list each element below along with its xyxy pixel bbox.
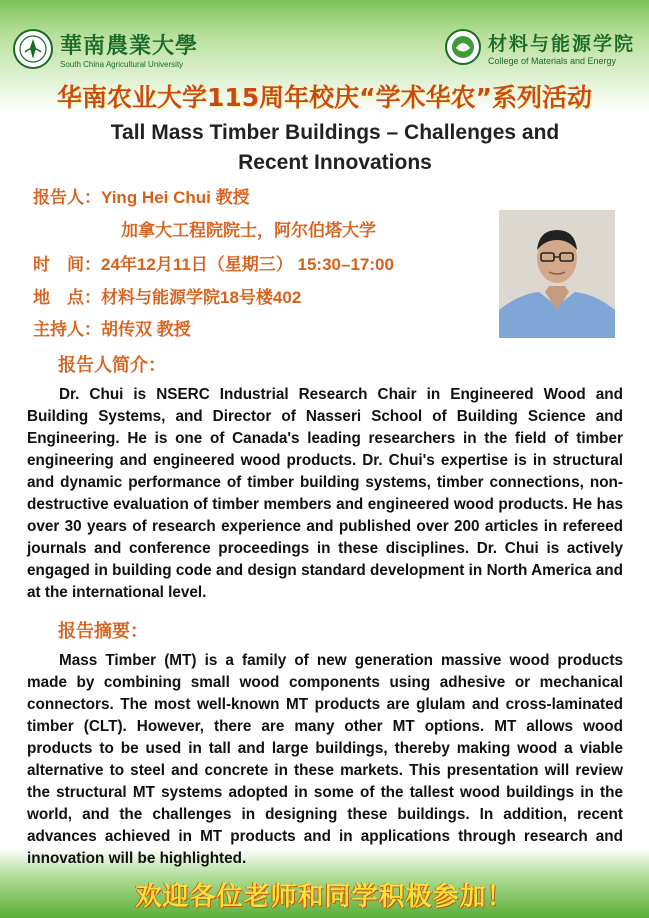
bio-heading: 报告人简介： (58, 355, 166, 376)
time-value: 24年12月11日（星期三） 15:30–17:00 (101, 255, 394, 274)
host-value: 胡传双 教授 (101, 320, 191, 339)
event-title: 华南农业大学115周年校庆“学术华农”系列活动 (56, 83, 593, 112)
talk-title (40, 118, 630, 178)
talk-title-line-2: Recent Innovations (238, 151, 432, 174)
college-name-cn: 材料与能源学院 (487, 32, 635, 55)
time-label: 时 间： (33, 255, 101, 275)
college-logo-block (444, 28, 635, 66)
college-emblem-icon (444, 28, 482, 66)
bio-paragraph: Dr. Chui is NSERC Industrial Research Chair in Engineered Wood and Building Systems, and Director of Nasseri School of Building Science and Engineering. He is one of Canada's leading researchers in the field of timber engineering and engineered wood products. Dr. Chui's expertise is in structural and dynamic performance of timber building systems, timber connections, non-destructive evaluation of timber members and engineered wood products. He has over 30 years of research experience and published over 200 articles in refereed journals and conference proceedings in these disciplines. Dr. Chui is actively engaged in building code and design standard development in North America and at the international level. (27, 386, 623, 601)
host-row (33, 315, 191, 340)
time-row (33, 250, 394, 275)
host-label: 主持人： (33, 320, 101, 340)
speaker-photo (499, 210, 615, 338)
speaker-row (33, 183, 250, 208)
college-name-en: College of Materials and Energy (487, 55, 617, 66)
place-label: 地 点： (33, 288, 101, 308)
talk-title-line-1: Tall Mass Timber Buildings – Challenges and (110, 121, 560, 144)
university-name-cn: 華南農業大學 (60, 33, 199, 59)
university-name-en: South China Agricultural University (60, 60, 184, 69)
footer-welcome: 欢迎各位老师和同学积极参加！ (135, 882, 514, 912)
speaker-label: 报告人： (33, 188, 101, 208)
abstract-heading: 报告摘要： (58, 621, 148, 642)
abstract-paragraph: Mass Timber (MT) is a family of new generation massive wood products made by combining small wood components using adhesive or mechanical connectors. The most well-known MT products are glulam and cross-laminated timber (CLT). However, there are many other MT options. MT allows wood products to be used in tall and large buildings, thereby making wood a viable alternative to steel and concrete in these markets. This presentation will review the structural MT systems adopted in some of the tallest wood buildings in the world, and the challenges in designing these buildings. In addition, recent advances achieved in MT products and in applications through research and innovation will be highlighted. (27, 652, 623, 867)
place-row (33, 283, 301, 308)
speaker-portrait-icon (499, 210, 615, 338)
speaker-value: Ying Hei Chui 教授 (101, 188, 250, 207)
speaker-affiliation: 加拿大工程院院士，阿尔伯塔大学 (121, 221, 376, 241)
university-logo-block (12, 28, 198, 70)
university-seal-icon (12, 28, 54, 70)
place-value: 材料与能源学院18号楼402 (101, 288, 302, 307)
